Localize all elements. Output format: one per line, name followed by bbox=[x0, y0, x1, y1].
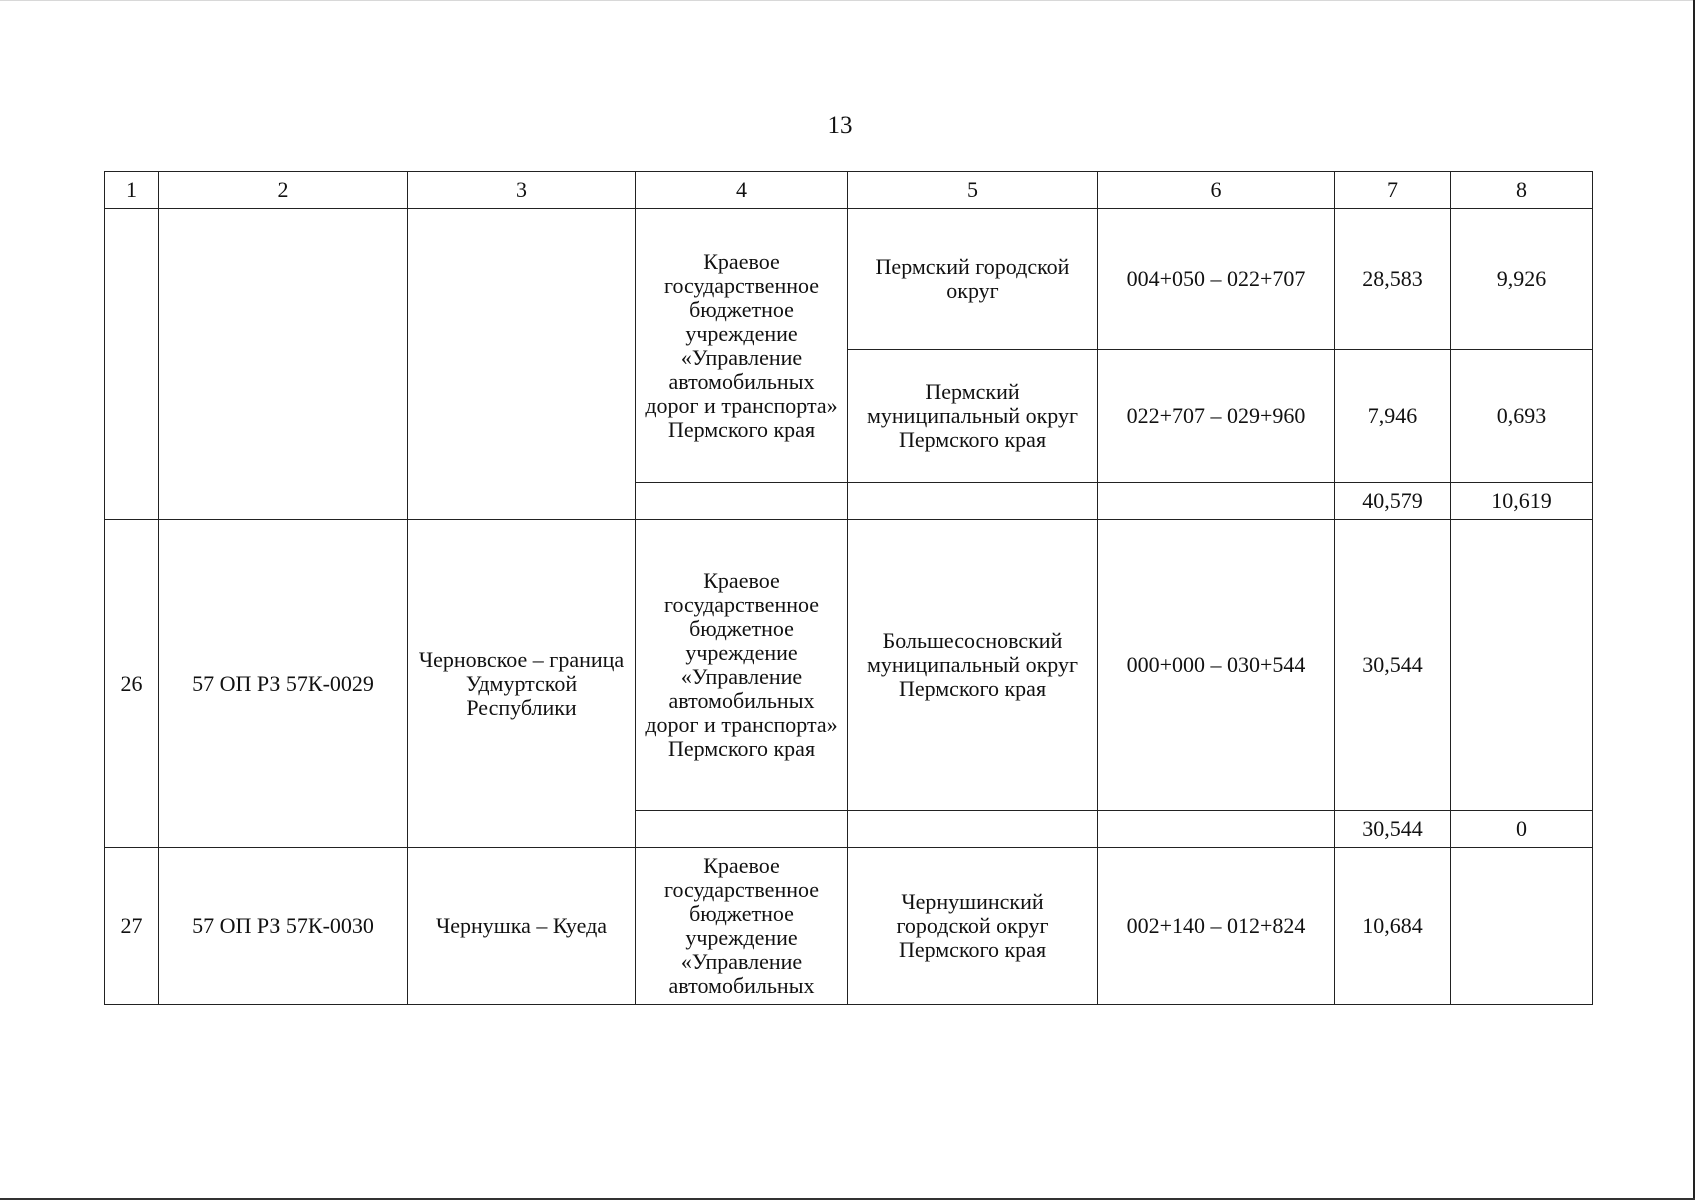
km-range: 000+000 – 030+544 bbox=[1098, 520, 1335, 811]
total-value: 10,619 bbox=[1451, 483, 1593, 520]
table-row bbox=[105, 520, 1593, 811]
value-cell bbox=[1451, 520, 1593, 811]
table-row bbox=[105, 209, 1593, 350]
scan-edge-top bbox=[0, 0, 1695, 1]
column-header: 7 bbox=[1335, 172, 1451, 209]
column-header: 3 bbox=[408, 172, 636, 209]
total-length: 30,544 bbox=[1335, 811, 1451, 848]
km-range: 002+140 – 012+824 bbox=[1098, 848, 1335, 1005]
empty-cell bbox=[636, 483, 848, 520]
district: Большесосновский муниципальный округ Пермского края bbox=[848, 520, 1098, 811]
km-range: 004+050 – 022+707 bbox=[1098, 209, 1335, 350]
total-value: 0 bbox=[1451, 811, 1593, 848]
empty-cell bbox=[1098, 811, 1335, 848]
column-header: 6 bbox=[1098, 172, 1335, 209]
column-header: 5 bbox=[848, 172, 1098, 209]
road-name: Чернушка – Куеда bbox=[408, 848, 636, 1005]
value-cell: 9,926 bbox=[1451, 209, 1593, 350]
table-row bbox=[105, 848, 1593, 1005]
length-value: 10,684 bbox=[1335, 848, 1451, 1005]
row-number bbox=[105, 209, 159, 520]
road-name bbox=[408, 209, 636, 520]
roads-table bbox=[104, 171, 1593, 1005]
column-header: 8 bbox=[1451, 172, 1593, 209]
length-value: 28,583 bbox=[1335, 209, 1451, 350]
length-value: 7,946 bbox=[1335, 350, 1451, 483]
organization: Краевое государственное бюджетное учреждение «Управление автомобильных дорог и транспорта» Пермского края bbox=[636, 520, 848, 811]
total-length: 40,579 bbox=[1335, 483, 1451, 520]
length-value: 30,544 bbox=[1335, 520, 1451, 811]
road-code: 57 ОП РЗ 57К-0030 bbox=[159, 848, 408, 1005]
empty-cell bbox=[848, 811, 1098, 848]
road-code bbox=[159, 209, 408, 520]
organization: Краевое государственное бюджетное учреждение «Управление автомобильных bbox=[636, 848, 848, 1005]
district: Пермский муниципальный округ Пермского края bbox=[848, 350, 1098, 483]
district: Пермский городской округ bbox=[848, 209, 1098, 350]
km-range: 022+707 – 029+960 bbox=[1098, 350, 1335, 483]
district: Чернушинский городской округ Пермского края bbox=[848, 848, 1098, 1005]
empty-cell bbox=[636, 811, 848, 848]
page-number: 13 bbox=[827, 112, 853, 139]
road-code: 57 ОП РЗ 57К-0029 bbox=[159, 520, 408, 848]
column-header: 4 bbox=[636, 172, 848, 209]
road-name: Черновское – граница Удмуртской Республики bbox=[408, 520, 636, 848]
organization: Краевое государственное бюджетное учреждение «Управление автомобильных дорог и транспорта» Пермского края bbox=[636, 209, 848, 483]
header-row bbox=[105, 172, 1593, 209]
column-header: 2 bbox=[159, 172, 408, 209]
value-cell bbox=[1451, 848, 1593, 1005]
empty-cell bbox=[1098, 483, 1335, 520]
empty-cell bbox=[848, 483, 1098, 520]
value-cell: 0,693 bbox=[1451, 350, 1593, 483]
row-number: 27 bbox=[105, 848, 159, 1005]
row-number: 26 bbox=[105, 520, 159, 848]
column-header: 1 bbox=[105, 172, 159, 209]
